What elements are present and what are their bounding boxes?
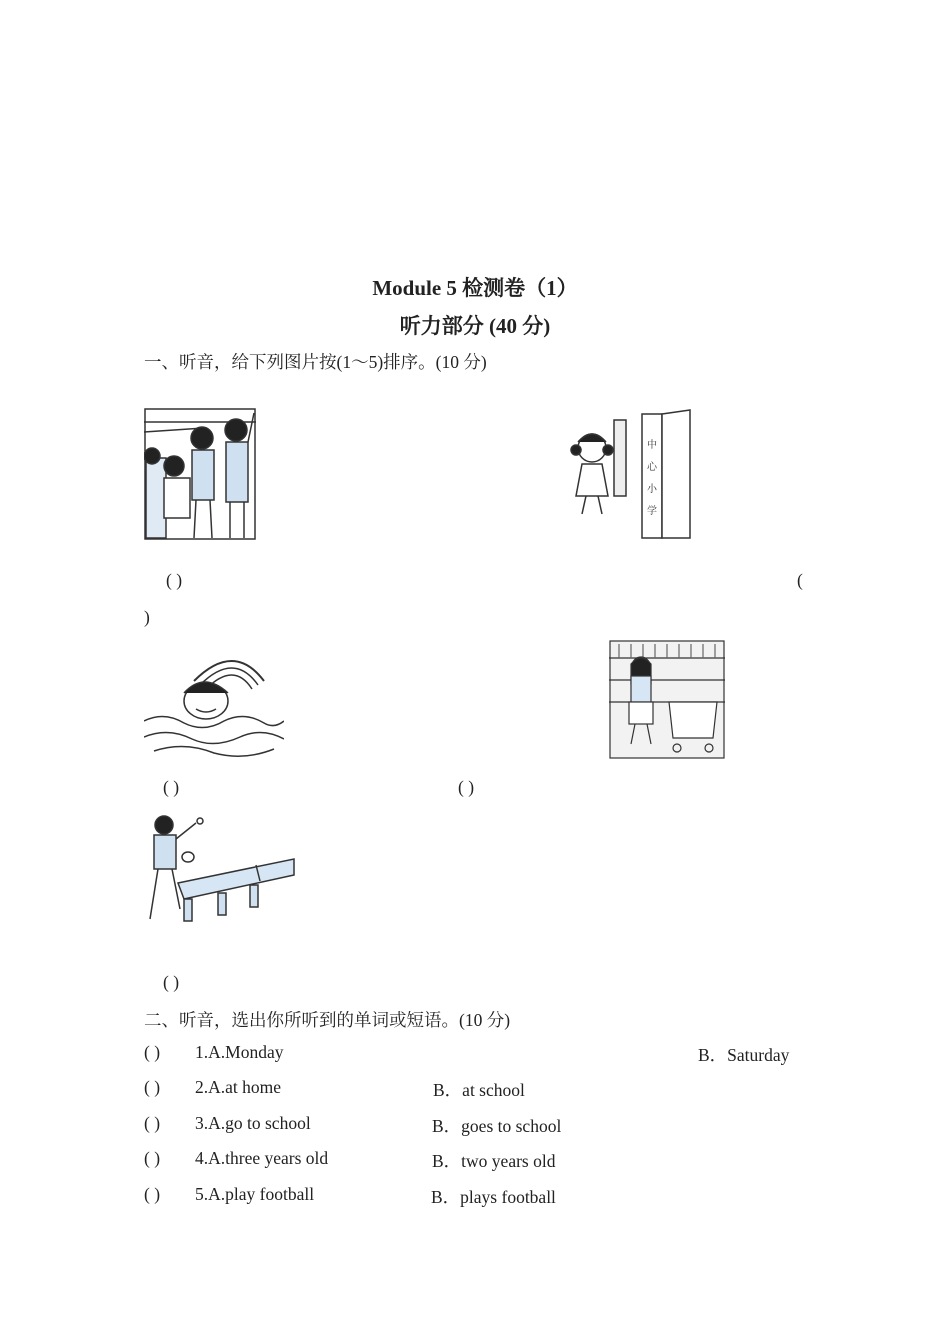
page-subtitle: 听力部分 (40 分) — [399, 314, 551, 338]
answer-blank-1[interactable]: ( ) — [166, 570, 183, 590]
section1-heading: 一、听音，给下列图片按(1～5)排序。(10 分) — [144, 352, 487, 372]
page-title: Module 5 检测卷（1） — [372, 276, 578, 300]
answer-blank-4[interactable]: ( ) — [458, 777, 475, 797]
svg-text:中: 中 — [647, 440, 657, 451]
boy-swimming-icon — [144, 641, 284, 759]
q3-option-b: B．goes to school — [432, 1116, 562, 1136]
q4-option-a: 4.A.three years old — [195, 1148, 329, 1168]
q2-option-b: B．at school — [433, 1080, 525, 1100]
q4-answer-blank[interactable]: ( ) — [144, 1148, 161, 1168]
answer-blank-5[interactable]: ( ) — [163, 972, 180, 992]
q1-answer-blank[interactable]: ( ) — [144, 1042, 161, 1062]
svg-text:小: 小 — [647, 484, 657, 495]
q1-option-b: B．Saturday — [698, 1045, 790, 1065]
q3-option-a: 3.A.go to school — [195, 1113, 311, 1133]
q5-answer-blank[interactable]: ( ) — [144, 1184, 161, 1204]
q3-answer-blank[interactable]: ( ) — [144, 1113, 161, 1133]
svg-text:学: 学 — [647, 506, 657, 517]
q2-answer-blank[interactable]: ( ) — [144, 1077, 161, 1097]
boy-table-tennis-icon — [144, 809, 296, 939]
girl-supermarket-icon — [609, 640, 725, 759]
girl-school-gate-icon — [562, 408, 692, 540]
answer-blank-2-close[interactable]: ) — [144, 607, 150, 627]
q2-option-a: 2.A.at home — [195, 1077, 282, 1097]
section2-heading: 二、听音，选出你所听到的单词或短语。(10 分) — [144, 1010, 511, 1030]
bus-passengers-icon — [144, 408, 256, 540]
answer-blank-3[interactable]: ( ) — [163, 777, 180, 797]
q4-option-b: B．two years old — [432, 1151, 556, 1171]
svg-text:心: 心 — [647, 462, 657, 473]
q5-option-b: B．plays football — [431, 1187, 556, 1207]
q1-option-a: 1.A.Monday — [195, 1042, 284, 1062]
answer-blank-2-open[interactable]: ( — [797, 570, 803, 590]
q5-option-a: 5.A.play football — [195, 1184, 315, 1204]
